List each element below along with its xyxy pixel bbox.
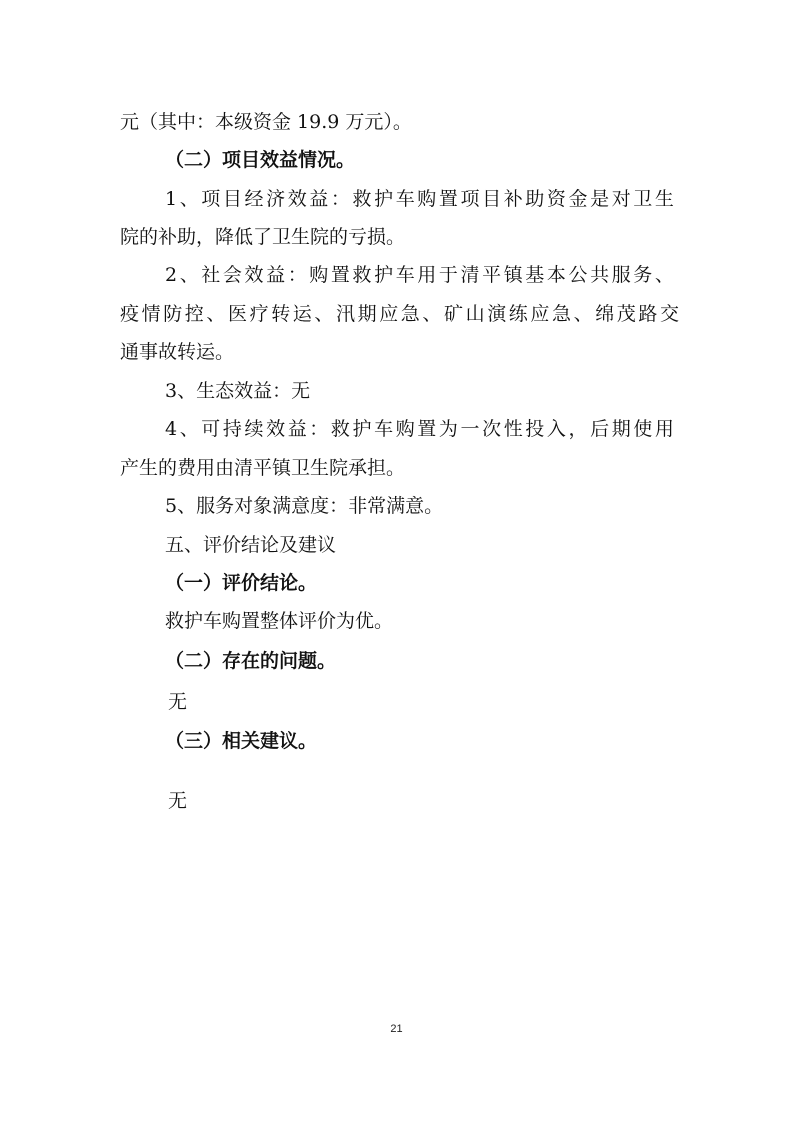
paragraph-line: 救护车购置整体评价为优。 [165, 610, 394, 632]
subheading-existing-problems: （二）存在的问题。 [165, 650, 337, 672]
paragraph-line: 2、社会效益：购置救护车用于清平镇基本公共服务、 [165, 264, 677, 286]
paragraph-line: 院的补助，降低了卫生院的亏损。 [120, 226, 406, 248]
paragraph-line: 无 [168, 691, 188, 713]
paragraph-line: 3、生态效益：无 [165, 380, 311, 402]
paragraph-line: 5、服务对象满意度：非常满意。 [165, 495, 444, 517]
paragraph-line: 4、可持续效益：救护车购置为一次性投入，后期使用 [165, 418, 677, 440]
paragraph-line: 通事故转运。 [120, 341, 235, 363]
subheading-suggestions: （三）相关建议。 [165, 730, 318, 752]
subheading-evaluation-conclusion: （一）评价结论。 [165, 572, 318, 594]
page-number: 21 [390, 1023, 403, 1035]
paragraph-line: 产生的费用由清平镇卫生院承担。 [120, 457, 406, 479]
paragraph-line: 无 [168, 790, 188, 812]
paragraph-line: 疫情防控、医疗转运、汛期应急、矿山演练应急、绵茂路交 [120, 303, 682, 325]
subheading-project-benefits: （二）项目效益情况。 [165, 149, 356, 171]
paragraph-line: 1、项目经济效益：救护车购置项目补助资金是对卫生 [165, 188, 677, 210]
paragraph-line: 元（其中：本级资金 19.9 万元）。 [120, 111, 412, 133]
section-heading-conclusion: 五、评价结论及建议 [165, 534, 337, 556]
